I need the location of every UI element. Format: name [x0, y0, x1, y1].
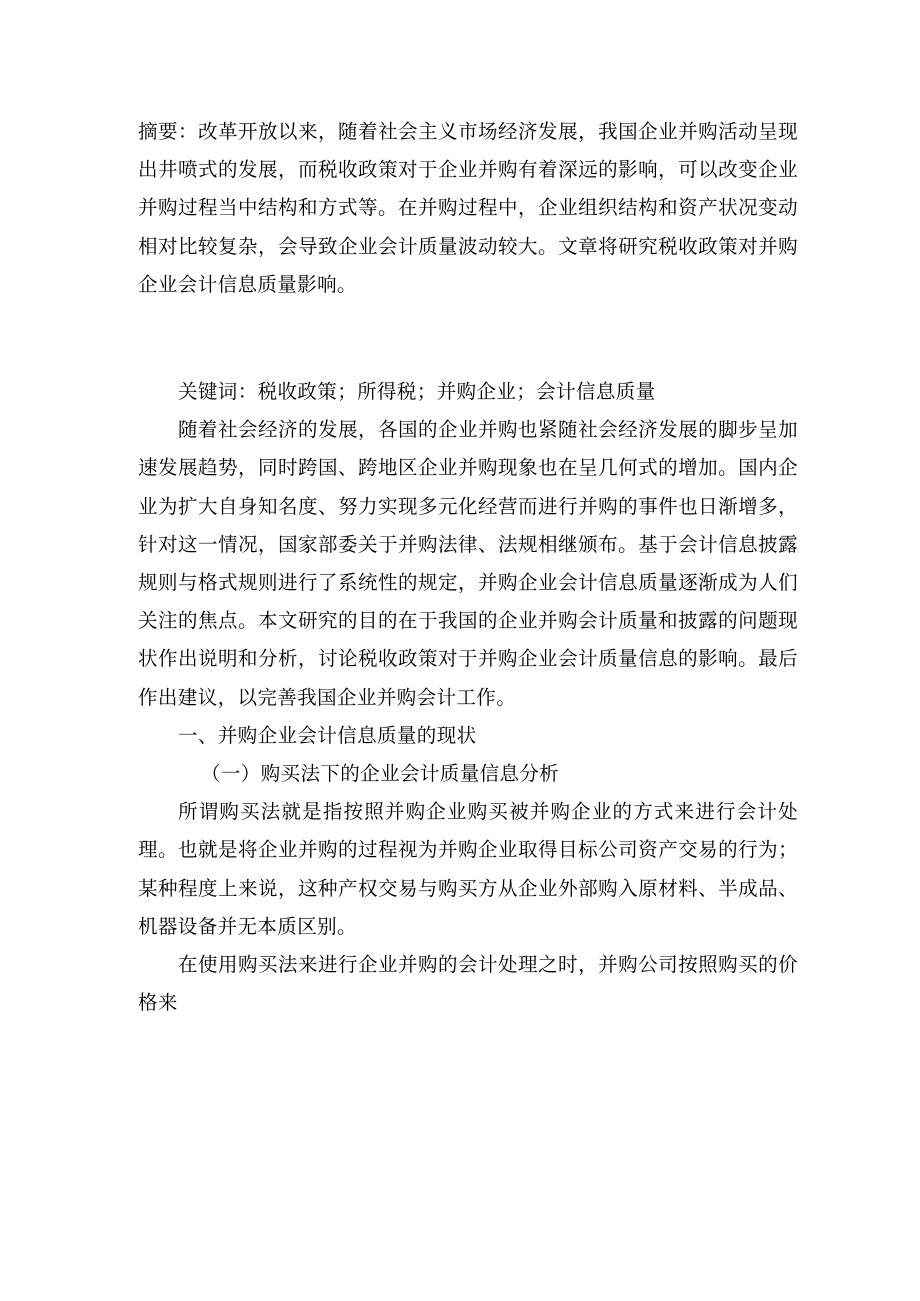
intro-paragraph: 随着社会经济的发展，各国的企业并购也紧随社会经济发展的脚步呈加速发展趋势，同时跨国、跨地区企业并购现象也在呈几何式的增加。国内企业为扩大自身知名度、努力实现多元化经营而进行并购的事件也日渐增多，针对这一情况，国家部委关于并购法律、法规相继颁布。基于会计信息披露规则与格式规则进行了系统性的规定，并购企业会计信息质量逐渐成为人们关注的焦点。本文研究的目的在于我国的企业并购会计质量和披露的问题现状作出说明和分析，讨论税收政策对于并购企业会计质量信息的影响。最后作出建议，以完善我国企业并购会计工作。 — [138, 418, 798, 709]
keywords-line: 关键词：税收政策；所得税；并购企业；会计信息质量 — [178, 380, 656, 404]
purchase-method-paragraph: 所谓购买法就是指按照并购企业购买被并购企业的方式来进行会计处理。也就是将企业并购的过程视为并购企业取得目标公司资产交易的行为；某种程度上来说，这种产权交易与购买方从企业外部购入原材料、半成品、机器设备并无本质区别。 — [138, 800, 798, 938]
document-body — [138, 113, 798, 1022]
subsection-heading: （一）购买法下的企业会计质量信息分析 — [201, 762, 560, 786]
abstract-paragraph: 摘要：改革开放以来，随着社会主义市场经济发展，我国企业并购活动呈现出井喷式的发展，而税收政策对于企业并购有着深远的影响，可以改变企业并购过程当中结构和方式等。在并购过程中，企业组织结构和资产状况变动相对比较复杂，会导致企业会计质量波动较大。文章将研究税收政策对并购企业会计信息质量影响。 — [138, 120, 798, 296]
section-heading: 一、并购企业会计信息质量的现状 — [178, 723, 477, 747]
purchase-method-processing-paragraph: 在使用购买法来进行企业并购的会计处理之时，并购公司按照购买的价格来 — [138, 953, 798, 1015]
